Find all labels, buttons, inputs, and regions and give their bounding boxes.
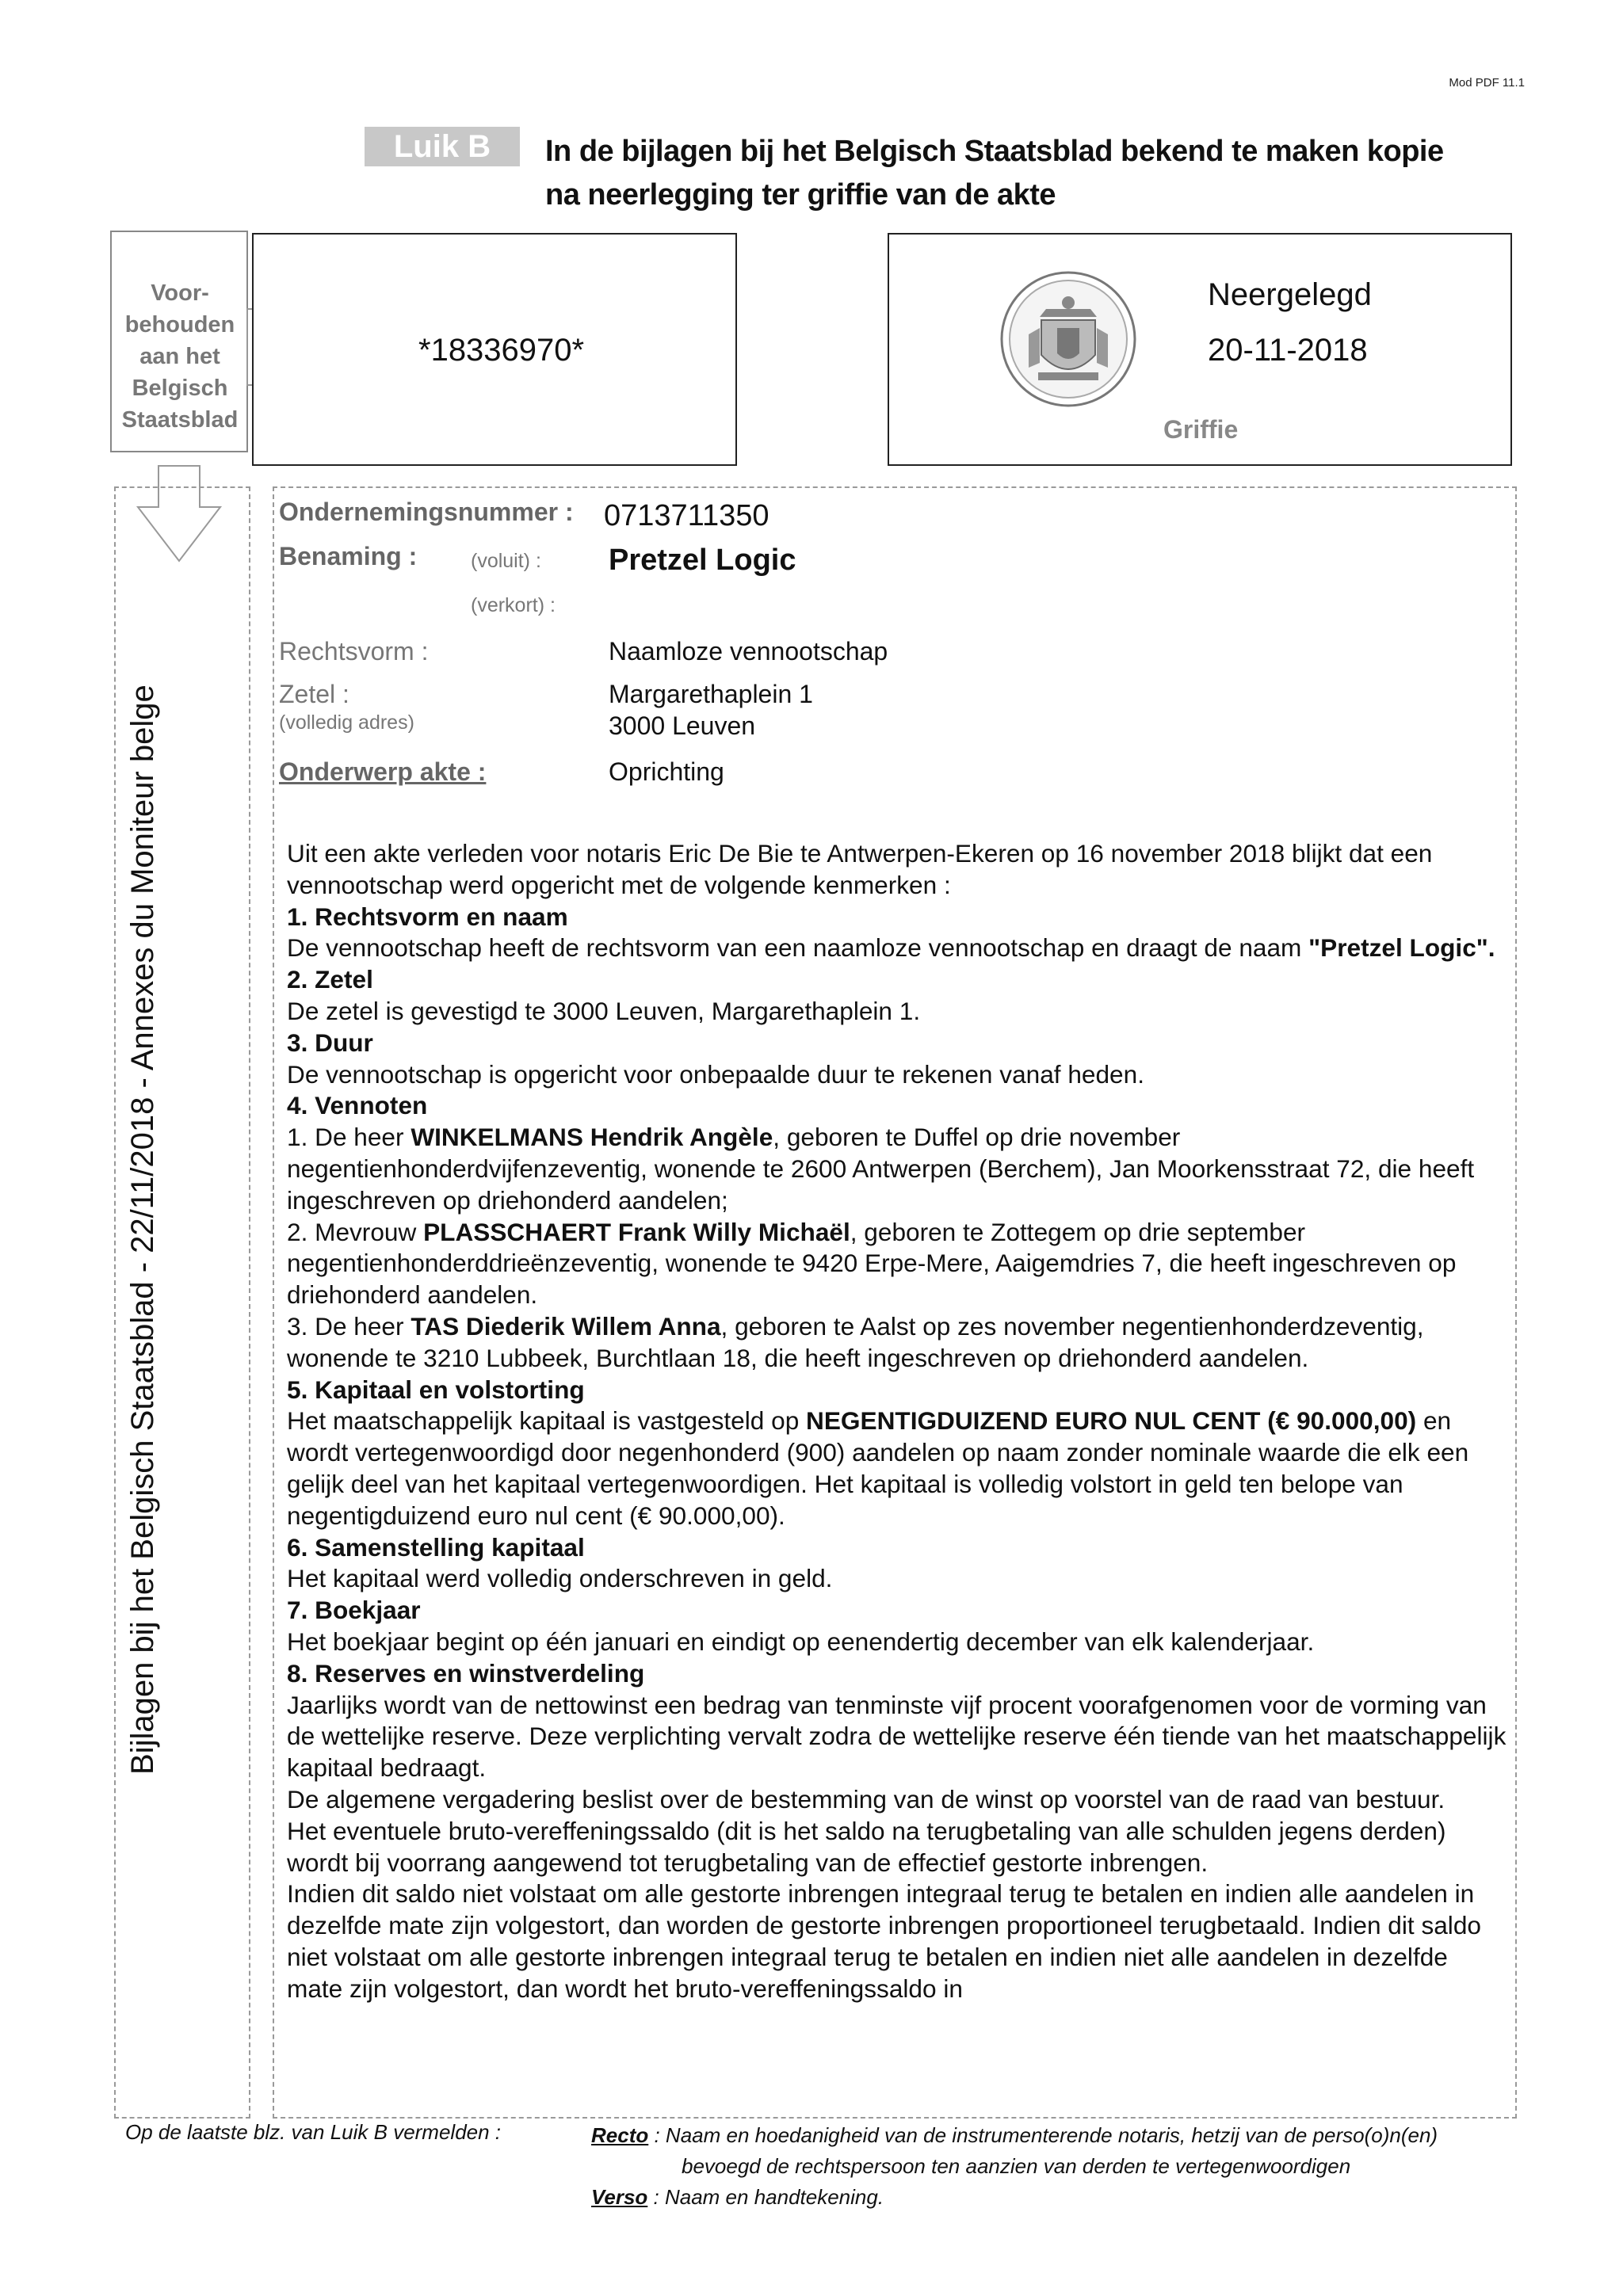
paragraph: De zetel is gevestigd te 3000 Leuven, Margarethaplein 1. bbox=[287, 996, 921, 1025]
section-heading: 4. Vennoten bbox=[287, 1091, 428, 1120]
paragraph: De algemene vergadering beslist over de bestemming van de winst op voorstel van de raad van bestuur. bbox=[287, 1784, 1445, 1814]
footer-instruction: Op de laatste blz. van Luik B vermelden : bbox=[125, 2120, 502, 2144]
partner-2 bbox=[287, 1217, 1507, 1311]
verso-label: Verso bbox=[591, 2185, 648, 2209]
seat-address-line-1: Margarethaplein 1 bbox=[609, 680, 813, 708]
recto-line-2: bevoegd de rechtspersoon ten aanzien van derden te vertegenwoordigen bbox=[682, 2154, 1351, 2178]
paragraph bbox=[287, 933, 1507, 964]
reserved-line: Belgisch bbox=[132, 376, 228, 401]
text-run: , geboren te Duffel op drie november negentienhonderdvijfenzeventig, wonende te 2600 Antwerpen (Berchem), Jan Moorkensstraat 72, die heeft ingeschreven op driehonderd aandelen; bbox=[287, 1123, 1475, 1215]
reserved-line: aan het bbox=[139, 344, 220, 369]
paragraph: Het eventuele bruto-vereffeningssaldo (dit is het saldo na terugbetaling van alle schulden jegens derden) wordt bij voorrang aangewend tot terugbetaling van de effectief gestorte inbrengen. bbox=[287, 1816, 1446, 1877]
text-run: De vennootschap heeft de rechtsvorm van een naamloze vennootschap en draagt de naam bbox=[287, 933, 1309, 963]
partner-name: PLASSCHAERT Frank Willy Michaël bbox=[423, 1217, 850, 1246]
intro-paragraph: Uit een akte verleden voor notaris Eric De Bie te Antwerpen-Ekeren op 16 november 2018 blijkt dat een vennootschap werd opgericht met de volgende kenmerken : bbox=[287, 839, 1433, 899]
recto-line bbox=[591, 2120, 1438, 2151]
partner-name: TAS Diederik Willem Anna bbox=[411, 1311, 721, 1341]
seat-label: Zetel : bbox=[279, 680, 349, 708]
text-run: 1. De heer bbox=[287, 1123, 411, 1152]
legal-form-label: Rechtsvorm : bbox=[279, 637, 429, 666]
text-run: 3. De heer bbox=[287, 1311, 411, 1341]
section-heading: 2. Zetel bbox=[287, 965, 373, 994]
section-heading: 5. Kapitaal en volstorting bbox=[287, 1375, 585, 1404]
text-run: , geboren te Aalst op zes november negentienhonderdzeventig, wonende te 3210 Lubbeek, Burchtlaan 18, die heeft ingeschreven op driehonderd aandelen. bbox=[287, 1311, 1424, 1372]
reserved-line: behouden bbox=[124, 312, 235, 338]
partner-1 bbox=[287, 1122, 1507, 1216]
deed-text bbox=[287, 838, 1507, 2004]
company-name-bold: "Pretzel Logic". bbox=[1308, 933, 1495, 963]
partner-3 bbox=[287, 1311, 1507, 1375]
company-number: 0713711350 bbox=[604, 499, 769, 532]
recto-label: Recto bbox=[591, 2123, 649, 2147]
section-heading: 1. Rechtsvorm en naam bbox=[287, 902, 568, 931]
form-version: Mod PDF 11.1 bbox=[1449, 76, 1525, 90]
partner-name: WINKELMANS Hendrik Angèle bbox=[411, 1123, 773, 1152]
text-run: en wordt vertegenwoordigd door negenhonderd (900) aandelen op naam zonder nominale waarde die elk een gelijk deel van het kapitaal vertegenwoordigen. Het kapitaal is volledig volstort in geld ten belope van negentigduizend euro nul cent (€ 90.000,00). bbox=[287, 1406, 1469, 1530]
company-number-label: Ondernemingsnummer : bbox=[279, 498, 574, 526]
section-heading: 7. Boekjaar bbox=[287, 1596, 421, 1625]
section-heading: 6. Samenstelling kapitaal bbox=[287, 1532, 585, 1562]
deposit-office: Griffie bbox=[1163, 415, 1239, 444]
paragraph: Indien dit saldo niet volstaat om alle gestorte inbrengen integraal terug te betalen en indien alle aandelen in dezelfde mate zijn volgestort, dan worden de gestorte inbrengen proportioneel terugbetaald. Indien dit saldo niet volstaat om alle gestorte inbrengen integraal terug te betalen en indien niet alle aandelen in dezelfde mate zijn volgestort, dan wordt het bruto-vereffeningssaldo in bbox=[287, 1879, 1481, 2003]
paragraph: De vennootschap is opgericht voor onbepaalde duur te rekenen vanaf heden. bbox=[287, 1059, 1144, 1089]
full-name: Pretzel Logic bbox=[609, 543, 796, 577]
footer-notes bbox=[591, 2120, 1438, 2213]
luik-badge: Luik B bbox=[365, 127, 520, 166]
seat-address-line-2: 3000 Leuven bbox=[609, 711, 756, 740]
document-number: *18336970* bbox=[418, 333, 585, 368]
capital-amount: NEGENTIGDUIZEND EURO NUL CENT (€ 90.000,00) bbox=[806, 1406, 1417, 1436]
legal-form: Naamloze vennootschap bbox=[609, 637, 888, 666]
text-run: Het maatschappelijk kapitaal is vastgesteld op bbox=[287, 1406, 807, 1436]
page-title bbox=[545, 130, 1560, 217]
deposit-label: Neergelegd bbox=[1208, 277, 1372, 312]
belgian-coat-of-arms-icon bbox=[997, 268, 1140, 410]
paragraph bbox=[287, 1405, 1507, 1531]
vertical-publication-text: Bijlagen bij het Belgisch Staatsblad - 22/11/2018 - Annexes du Moniteur belge bbox=[125, 685, 160, 1775]
reserved-line: Voor- bbox=[151, 280, 209, 306]
recto-text: : Naam en hoedanigheid van de instrumenterende notaris, hetzij van de perso(o)n(en) bbox=[648, 2123, 1438, 2147]
verso-text: : Naam en handtekening. bbox=[647, 2185, 884, 2209]
full-name-label: (voluit) : bbox=[471, 550, 541, 572]
paragraph: Het kapitaal werd volledig onderschreven in geld. bbox=[287, 1564, 833, 1593]
name-label: Benaming : bbox=[279, 542, 418, 570]
title-line-2: na neerlegging ter griffie van de akte bbox=[545, 178, 1056, 212]
section-heading: 8. Reserves en winstverdeling bbox=[287, 1658, 645, 1688]
text-run: , geboren te Zottegem op drie september negentienhonderddrieënzeventig, wonende te 9420 Erpe-Mere, Aaigemdries 7, die heeft ingeschreven op driehonderd aandelen. bbox=[287, 1217, 1457, 1310]
short-name-label: (verkort) : bbox=[471, 594, 556, 616]
seat-sublabel: (volledig adres) bbox=[279, 711, 414, 734]
subject-label: Onderwerp akte : bbox=[279, 757, 487, 786]
title-line-1: In de bijlagen bij het Belgisch Staatsblad bekend te maken kopie bbox=[545, 135, 1444, 168]
reserved-line: Staatsblad bbox=[121, 407, 239, 433]
verso-line bbox=[591, 2182, 1438, 2213]
paragraph: Jaarlijks wordt van de nettowinst een bedrag van tenminste vijf procent voorafgenomen voor de vorming van de wettelijke reserve. Deze verplichting vervalt zodra de wettelijke reserve één tiende van het maatschappelijk kapitaal bedraagt. bbox=[287, 1690, 1507, 1783]
text-run: 2. Mevrouw bbox=[287, 1217, 424, 1246]
deposit-date: 20-11-2018 bbox=[1208, 333, 1368, 368]
reserved-label bbox=[113, 277, 247, 436]
paragraph: Het boekjaar begint op één januari en eindigt op eenendertig december van elk kalenderjaar. bbox=[287, 1627, 1315, 1656]
subject: Oprichting bbox=[609, 757, 724, 786]
section-heading: 3. Duur bbox=[287, 1028, 373, 1057]
